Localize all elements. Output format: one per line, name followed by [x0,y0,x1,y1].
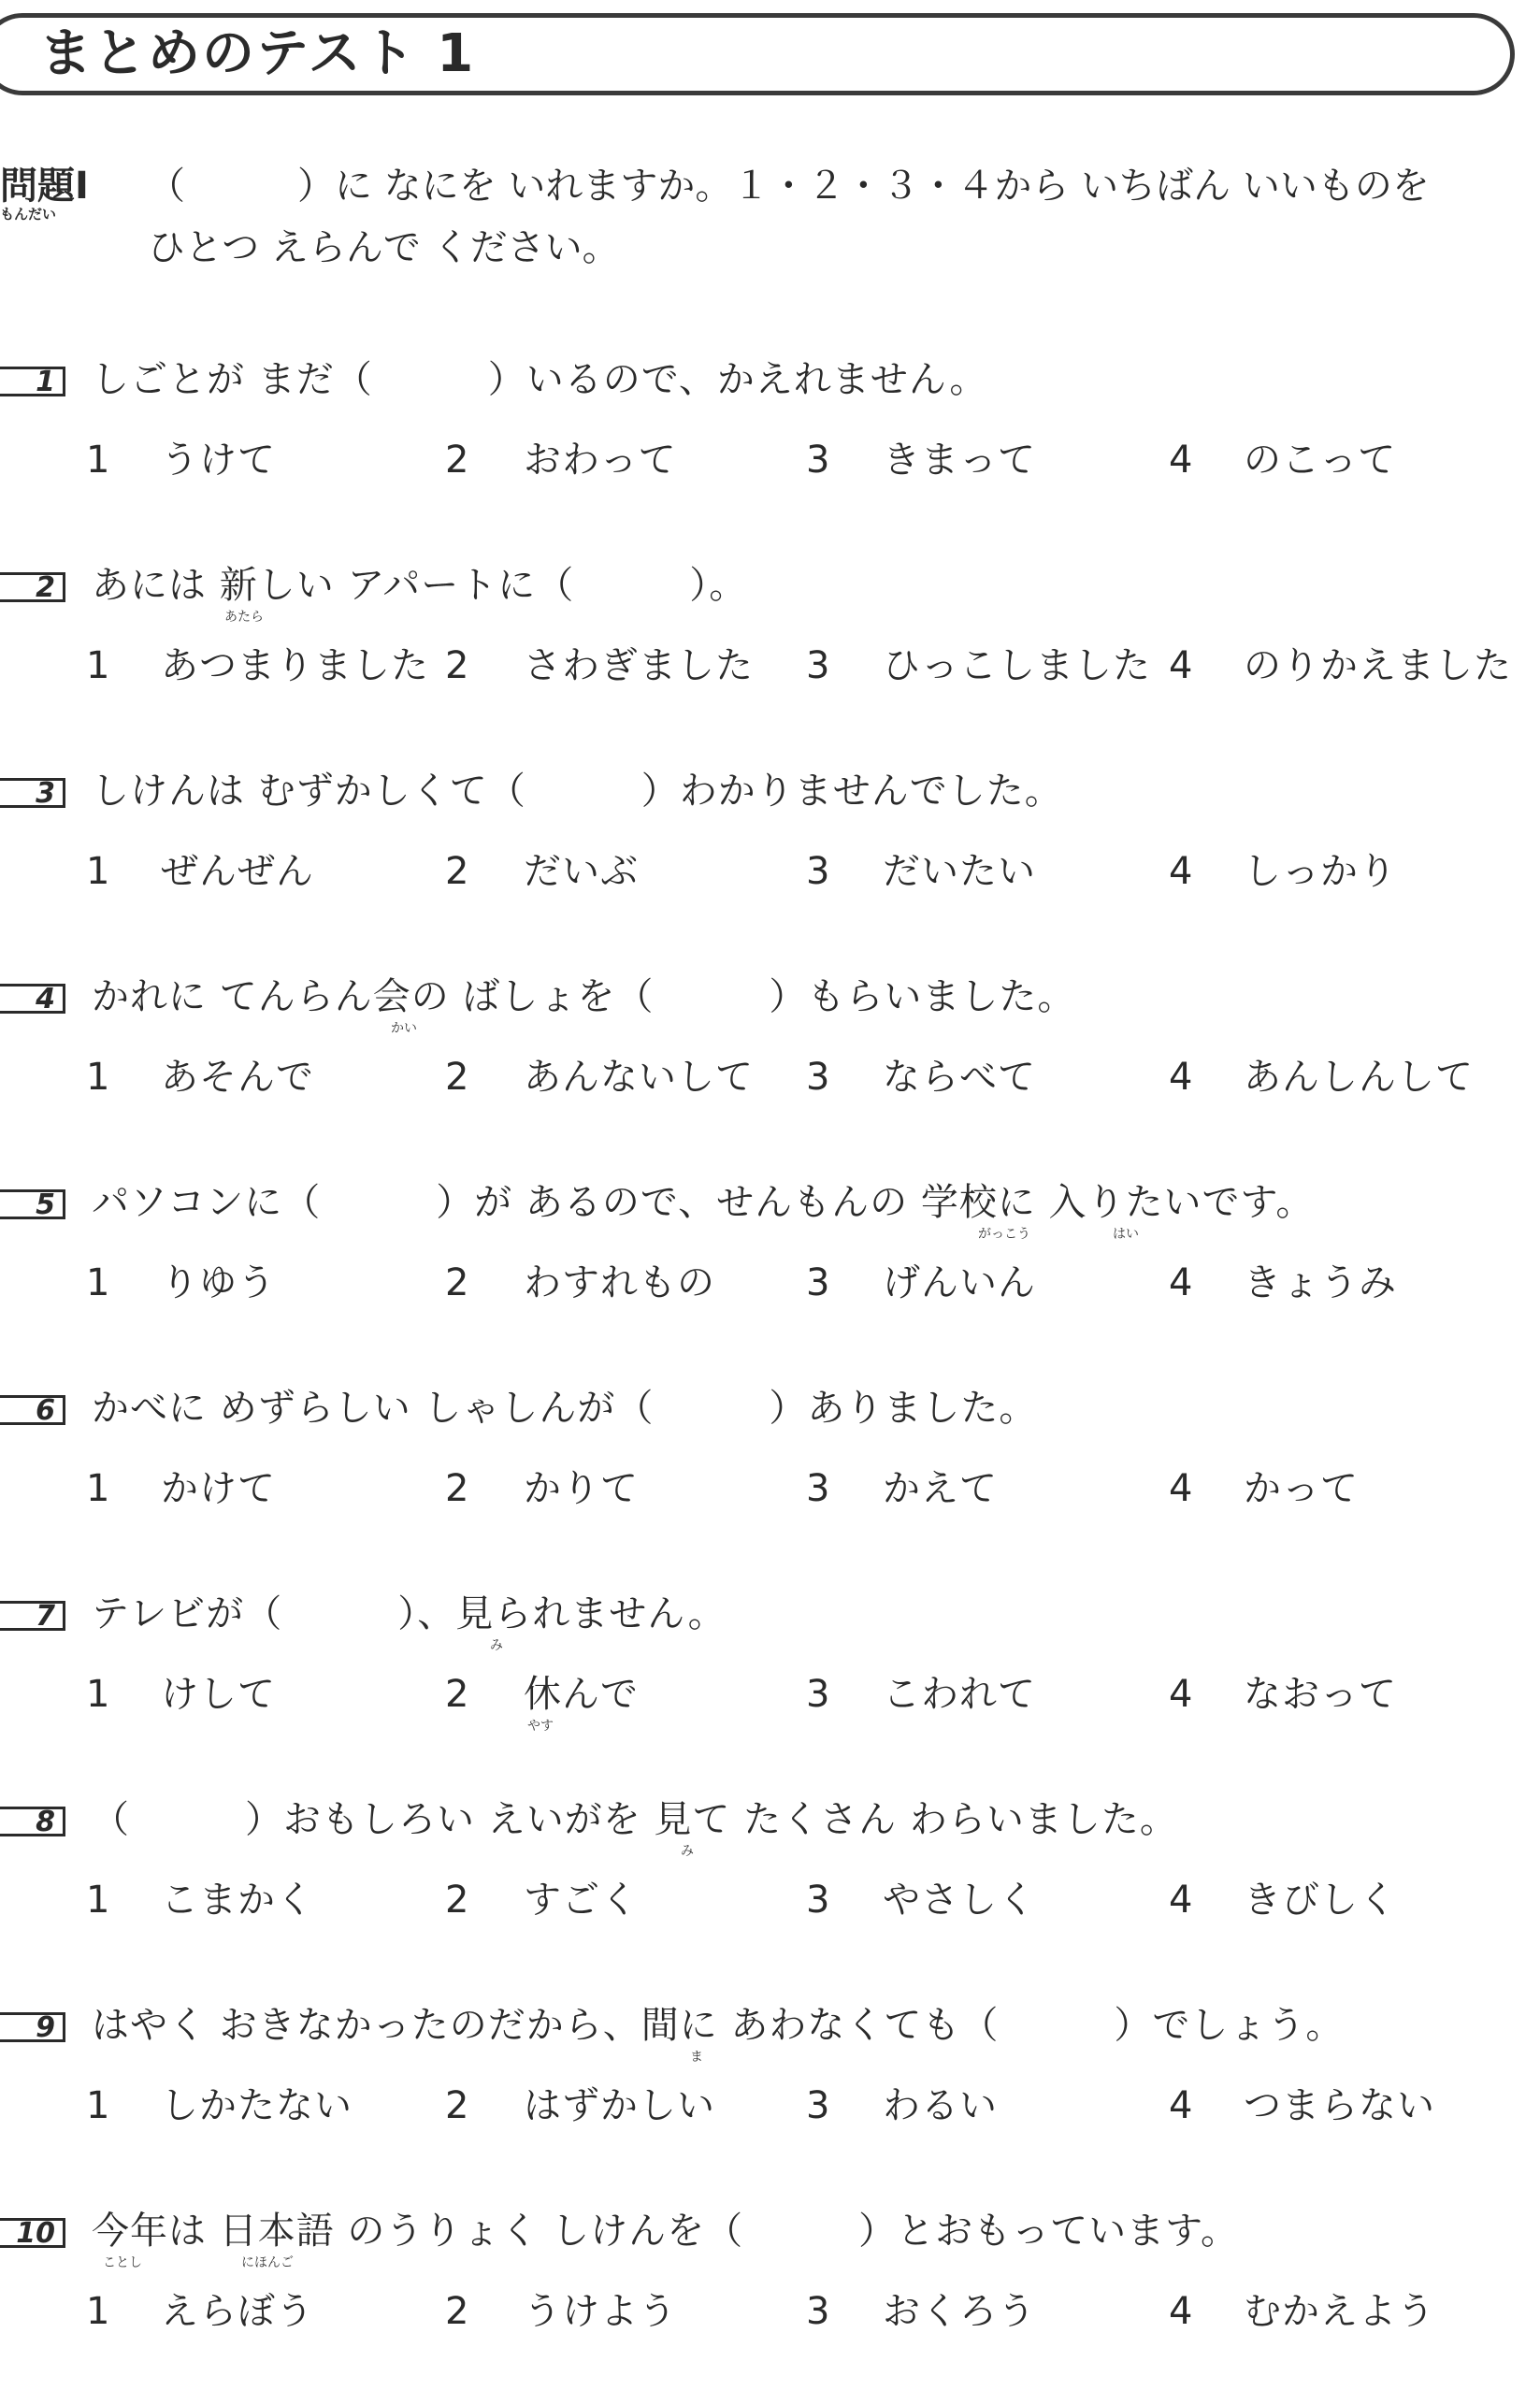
option-3-text[interactable]: だいたい [883,850,1036,893]
option-2-number[interactable]: 2 [445,439,469,482]
option-2-number[interactable]: 2 [445,644,469,687]
option-4-number[interactable]: 4 [1169,644,1193,687]
instruction-line-1: （ ）に なにを いれますか。１・２・３・４から いちばん いいものを [148,165,1430,208]
option-1-text[interactable]: あつまりました [161,644,429,687]
instruction-line-2: ひとつ えらんで ください。 [148,226,620,269]
option-4-text[interactable]: のりかえました [1244,644,1512,687]
option-2-text[interactable]: さわぎました [524,644,754,687]
option-4-number[interactable]: 4 [1169,1056,1193,1099]
option-2-number[interactable]: 2 [445,1056,469,1099]
option-2-text[interactable]: おわって [524,439,677,482]
option-2-text[interactable]: かりて [524,1467,639,1510]
option-3-number[interactable]: 3 [806,1261,830,1304]
option-furigana: やす [527,1719,554,1734]
question-1 [0,358,1540,554]
option-2-text[interactable]: だいぶ [524,850,639,893]
option-3-text[interactable]: かえて [883,1467,998,1510]
option-2-number[interactable]: 2 [445,2084,469,2127]
question-text: パソコンに（ ）が あるので、せんもんの 学校に 入りたいです。 [92,1181,1315,1224]
option-1-text[interactable]: こまかく [161,1879,314,1922]
option-1-number[interactable]: 1 [86,1467,110,1510]
option-4-text[interactable]: かって [1244,1467,1359,1510]
option-1-text[interactable]: うけて [161,439,276,482]
option-1-number[interactable]: 1 [86,2084,110,2127]
option-3-number[interactable]: 3 [806,2290,830,2333]
option-2-text[interactable]: わすれもの [524,1261,715,1304]
option-3-number[interactable]: 3 [806,1467,830,1510]
furigana: あたら [224,610,264,625]
question-3 [0,770,1540,965]
question-number: 3 [0,778,65,808]
question-text: しごとが まだ（ ）いるので、かえれません。 [92,358,988,401]
option-4-text[interactable]: なおって [1244,1673,1397,1716]
question-8 [0,1798,1540,1994]
option-3-number[interactable]: 3 [806,439,830,482]
question-number: 4 [0,984,65,1014]
option-4-text[interactable]: つまらない [1244,2084,1435,2127]
option-1-number[interactable]: 1 [86,850,110,893]
option-3-text[interactable]: こわれて [883,1673,1036,1716]
option-4-text[interactable]: あんしんして [1244,1056,1474,1099]
furigana: み [681,1844,694,1859]
question-9 [0,2004,1540,2199]
option-3-number[interactable]: 3 [806,1056,830,1099]
option-3-text[interactable]: きまって [883,439,1036,482]
option-1-text[interactable]: けして [161,1673,276,1716]
question-text: 今年は 日本語 のうりょく しけんを（ ）とおもっています。 [92,2210,1239,2253]
question-text: はやく おきなかったのだから、間に あわなくても（ ）でしょう。 [92,2004,1345,2047]
option-1-number[interactable]: 1 [86,439,110,482]
furigana: ことし [103,2255,142,2270]
option-2-number[interactable]: 2 [445,1879,469,1922]
option-4-number[interactable]: 4 [1169,439,1193,482]
option-4-number[interactable]: 4 [1169,2290,1193,2333]
option-2-text[interactable]: あんないして [524,1056,754,1099]
furigana: にほんご [241,2255,294,2270]
question-text: あには 新しい アパートに（ ）。 [92,564,748,607]
question-number: 9 [0,2012,65,2042]
question-text: （ ）おもしろい えいがを 見て たくさん わらいました。 [92,1798,1178,1841]
option-1-text[interactable]: ぜんぜん [161,850,314,893]
option-2-number[interactable]: 2 [445,1673,469,1716]
question-text: テレビが（ ）、見られません。 [92,1592,727,1635]
option-4-text[interactable]: しっかり [1244,850,1397,893]
furigana: ま [690,2050,703,2065]
option-1-text[interactable]: あそんで [161,1056,314,1099]
furigana: み [490,1638,503,1653]
question-number: 2 [0,572,65,602]
option-1-number[interactable]: 1 [86,1673,110,1716]
option-3-text[interactable]: おくろう [883,2290,1036,2333]
option-1-text[interactable]: しかたない [161,2084,353,2127]
question-number: 10 [0,2218,65,2248]
option-3-number[interactable]: 3 [806,1879,830,1922]
option-1-text[interactable]: えらぼう [161,2290,314,2333]
section-label-ruby: もんだい [0,206,57,223]
option-3-text[interactable]: やさしく [883,1879,1036,1922]
option-4-text[interactable]: むかえよう [1244,2290,1435,2333]
question-text: かれに てんらん会の ばしょを（ ）もらいました。 [92,975,1076,1018]
option-2-text[interactable]: すごく [524,1879,639,1922]
section-label: 問題Ⅰ [0,165,89,208]
option-3-number[interactable]: 3 [806,644,830,687]
option-1-text[interactable]: かけて [161,1467,276,1510]
option-1-number[interactable]: 1 [86,2290,110,2333]
option-3-number[interactable]: 3 [806,1673,830,1716]
option-4-text[interactable]: のこって [1244,439,1397,482]
question-number: 8 [0,1807,65,1836]
option-2-text[interactable]: 休んで [524,1673,639,1716]
option-1-number[interactable]: 1 [86,1056,110,1099]
option-2-number[interactable]: 2 [445,2290,469,2333]
option-4-number[interactable]: 4 [1169,1879,1193,1922]
option-4-number[interactable]: 4 [1169,2084,1193,2127]
option-4-number[interactable]: 4 [1169,1261,1193,1304]
question-number: 7 [0,1601,65,1631]
option-1-number[interactable]: 1 [86,644,110,687]
question-number: 1 [0,367,65,396]
option-3-number[interactable]: 3 [806,2084,830,2127]
option-2-text[interactable]: うけよう [524,2290,677,2333]
option-2-number[interactable]: 2 [445,1261,469,1304]
option-4-text[interactable]: きびしく [1244,1879,1397,1922]
question-2 [0,564,1540,759]
option-2-text[interactable]: はずかしい [524,2084,715,2127]
page-title: まとめのテスト 1 [39,23,476,84]
option-1-number[interactable]: 1 [86,1879,110,1922]
option-4-number[interactable]: 4 [1169,1467,1193,1510]
option-2-number[interactable]: 2 [445,850,469,893]
option-3-text[interactable]: げんいん [883,1261,1036,1304]
furigana: がっこう [978,1227,1030,1242]
option-4-number[interactable]: 4 [1169,1673,1193,1716]
question-text: しけんは むずかしくて（ ）わかりませんでした。 [92,770,1063,813]
option-2-number[interactable]: 2 [445,1467,469,1510]
option-4-text[interactable]: きょうみ [1244,1261,1397,1304]
question-10 [0,2210,1540,2405]
option-3-text[interactable]: わるい [883,2084,998,2127]
option-3-text[interactable]: ならべて [883,1056,1036,1099]
option-3-text[interactable]: ひっこしました [883,644,1151,687]
question-text: かべに めずらしい しゃしんが（ ）ありました。 [92,1387,1038,1430]
question-5 [0,1181,1540,1376]
option-4-number[interactable]: 4 [1169,850,1193,893]
furigana: はい [1113,1227,1139,1242]
furigana: かい [391,1021,417,1036]
question-6 [0,1387,1540,1582]
question-4 [0,975,1540,1171]
question-number: 5 [0,1189,65,1219]
question-number: 6 [0,1395,65,1425]
question-7 [0,1592,1540,1788]
option-1-text[interactable]: りゆう [161,1261,276,1304]
option-1-number[interactable]: 1 [86,1261,110,1304]
option-3-number[interactable]: 3 [806,850,830,893]
